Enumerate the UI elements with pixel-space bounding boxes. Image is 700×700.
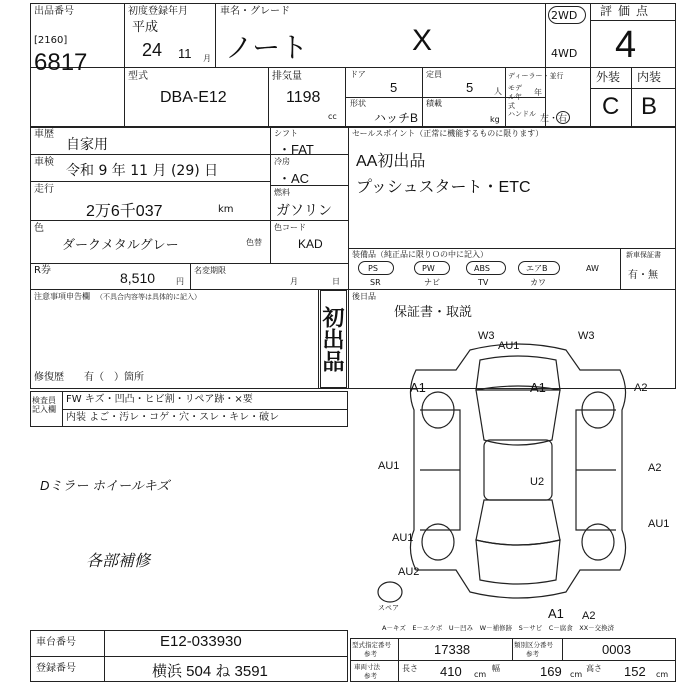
mark-a2-side: A2 [648,462,662,474]
shift-label: シフト [274,129,298,138]
name-change-label: 名変期限 [194,266,226,275]
mark-au1-right: AU1 [648,518,670,530]
type-cert: 17338 [434,642,471,657]
shift: ・FAT [278,142,314,157]
month-unit: 月 [203,54,211,63]
rear-fit: 保証書・取説 [394,304,473,319]
plate-label: 登録番号 [36,663,76,674]
capacity-label: 定員 [426,70,442,79]
month-label: 月 [290,277,298,286]
recycle-label: R券 [34,265,51,276]
mark-a1-center: A1 [530,380,546,395]
drive-4wd: 4WD [551,47,578,60]
handle-label: ハンドル [508,110,536,118]
fuel-label: 燃料 [274,188,290,197]
year-unit: 年 [534,88,542,97]
handle-circle [556,111,570,124]
equip-airbag: エアB [526,264,548,273]
repair-label: 修復歴 [34,372,64,383]
class-label: 類別区分番号 [514,641,553,649]
first-listing-stamp: 初出品 [320,290,347,388]
notes-sub: （不具合内容等は具体的に記入） [96,293,201,301]
equip-abs: ABS [474,264,490,273]
person-unit: 人 [494,87,502,96]
mark-au2: AU2 [398,566,420,578]
chassis-label: 車台番号 [36,637,76,648]
cc: cc [328,112,337,121]
mark-u2-center: U2 [530,476,545,488]
era: 平成 [132,20,159,35]
size-label: 車両寸法 [354,663,380,671]
handwritten-note-2: 各部補修 [86,553,151,570]
eval-score: 4 [615,24,637,66]
inspection: 令和 9 年 11 月 (29) 日 [66,163,219,179]
inspector-label: 検査員記入欄 [32,396,56,414]
grade: X [412,24,433,57]
day-label: 日 [332,277,340,286]
mileage-label: 走行 [34,184,54,195]
ref-label-3: 参考 [364,672,377,680]
equip-ps: PS [368,264,378,273]
class-num: 0003 [602,642,631,657]
mark-w3-right: W3 [578,330,595,342]
damage-legend: A－キズ E－エクボ U－凹み W－補修跡 S－サビ C－腐食 XX－交換済 [382,624,615,632]
history-label: 車歴 [34,129,54,140]
mark-au1-top: AU1 [498,340,520,352]
warranty-label: 新車保証書 [626,251,661,259]
equip-tv: TV [478,278,489,287]
lot-number: 6817 [34,49,88,76]
km: km [218,204,234,215]
color-label: 色 [34,223,44,234]
mileage: 2万6千037 [86,203,163,220]
exterior-label: 外装 [596,70,621,84]
model-label: 型式 [128,71,148,82]
interior-grade: B [641,93,658,120]
shape-label: 形状 [350,99,366,108]
interior-label: 内装 [637,70,662,84]
ref-label-2: 参考 [526,650,539,658]
cm-1: cm [474,670,487,679]
history: 自家用 [66,137,108,153]
width: 169 [540,664,562,679]
color: ダークメタルグレー [62,237,179,252]
load-label: 積載 [426,99,442,108]
color-code: KAD [298,237,323,251]
reg-year: 24 [142,40,163,60]
mark-w3-left: W3 [478,330,495,342]
height: 152 [624,664,646,679]
reg-month: 11 [178,46,192,61]
notes-label: 注意事項申告欄 [34,292,90,301]
exterior-grade: C [602,93,620,120]
kg: kg [490,115,500,124]
sales-point-2: プッシュスタート・ETC [356,179,531,196]
doors: 5 [390,80,398,95]
length: 410 [440,664,462,679]
capacity: 5 [466,80,474,95]
plate: 横浜 504 ね 3591 [152,663,268,680]
drive-2wd: 2WD [551,9,578,22]
handle-options: 左・右 [540,114,568,124]
repair: 有（ ）箇所 [84,372,144,383]
fuel: ガソリン [276,202,332,218]
car-name: ノート [225,32,309,63]
yen: 円 [176,277,184,286]
chassis: E12-033930 [160,633,242,650]
ref-label-1: 参考 [364,650,377,658]
warranty: 有・無 [628,270,658,281]
cm-2: cm [570,670,583,679]
eval-label: 評価点 [600,4,655,18]
ac-label: 冷房 [274,157,290,166]
sales-point-1: AA初出品 [356,153,426,170]
mark-a1-bottom: A1 [548,606,564,621]
dealer-label: ディーラー・並行 [508,72,564,80]
inspection-label: 車検 [34,157,54,168]
equip-aw: AW [586,264,599,273]
model-year-label: モデル年式 [508,84,522,110]
first-reg-label: 初度登録年月 [128,6,188,17]
mark-a1-left: A1 [410,380,426,395]
rear-fit-label: 後日品 [352,292,376,301]
mark-au1-rear: AU1 [392,532,414,544]
door-label: ドア [350,70,366,79]
equip-sr: SR [370,278,381,287]
mark-a2-bottom: A2 [582,610,596,622]
sales-point-label: セールスポイント（正常に機能するものに限ります） [352,129,544,138]
spare-label: スペア [378,604,399,612]
model-code: DBA-E12 [160,89,227,106]
lot-label: 出品番号 [34,6,74,17]
displacement-label: 排気量 [272,71,302,82]
width-label: 幅 [492,664,500,673]
height-label: 高さ [586,664,602,673]
equip-navi: ナビ [424,278,440,287]
handwritten-note-1: Dミラー ホイールキズ [40,478,170,493]
shape: ハッチB [374,111,419,125]
mark-au1-left: AU1 [378,460,400,472]
recycle-fee: 8,510 [120,270,156,286]
inspect-row-2: 内装 よご・汚レ・コゲ・穴・スレ・キレ・破レ [66,412,280,423]
equip-leather: カワ [530,278,546,287]
type-cert-label: 型式指定番号 [352,641,391,649]
displacement: 1198 [286,89,321,106]
equipment-label: 装備品（純正品に限りＯの中に記入） [352,250,488,259]
equip-pw: PW [422,264,435,273]
mark-a2-right: A2 [634,382,648,394]
color-change-label: 色替 [246,238,262,247]
car-name-label: 車名・グレード [220,6,290,17]
color-code-label: 色コード [274,223,306,232]
length-label: 長さ [402,664,418,673]
inspect-row-1: FW キズ・凹凸・ヒビ割・リペア跡・×要 [66,394,253,405]
lot-code: [2160] [34,35,68,46]
ac: ・AC [278,171,310,186]
cm-3: cm [656,670,669,679]
